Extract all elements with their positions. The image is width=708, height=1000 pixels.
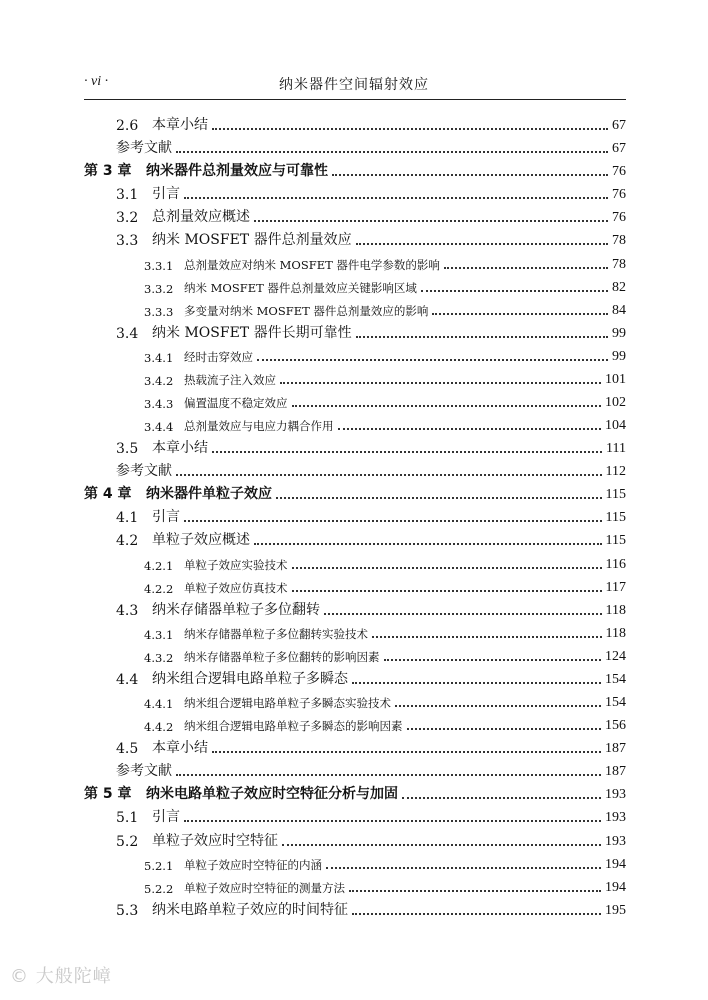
dot-leader bbox=[184, 520, 602, 522]
toc-entry-title: 偏置温度不稳定效应 bbox=[184, 396, 288, 411]
toc-entry-number: 5.2 bbox=[116, 833, 139, 850]
toc-entry-page: 187 bbox=[605, 741, 626, 757]
toc-entry-title: 纳米组合逻辑电路单粒子多瞬态实验技术 bbox=[184, 696, 391, 711]
toc-entry-number: 3.3.2 bbox=[144, 281, 174, 296]
toc-section-row[interactable] bbox=[84, 134, 626, 157]
toc-entry-page: 117 bbox=[605, 579, 626, 595]
toc-entry-title: 单粒子效应实验技术 bbox=[184, 557, 288, 572]
toc-entry-title: 参考文献 bbox=[116, 463, 172, 480]
toc-entry-number: 3.5 bbox=[116, 441, 139, 458]
toc-entry-title: 单粒子效应仿真技术 bbox=[184, 580, 288, 595]
dot-leader bbox=[372, 636, 602, 638]
toc-entry-page: 115 bbox=[605, 510, 626, 526]
toc-entry-number: 4.4.1 bbox=[144, 697, 174, 712]
dot-leader bbox=[324, 613, 602, 615]
toc-entry-title: 总剂量效应对纳米 MOSFET 器件电学参数的影响 bbox=[184, 257, 440, 272]
toc-entry-page: 154 bbox=[605, 695, 626, 711]
dot-leader bbox=[212, 751, 601, 753]
toc-section-row[interactable] bbox=[84, 526, 626, 549]
toc-entry-page: 124 bbox=[605, 648, 626, 664]
dot-leader bbox=[212, 128, 608, 130]
toc-entry-title: 引言 bbox=[152, 809, 180, 826]
dot-leader bbox=[349, 890, 601, 892]
toc-chapter-row[interactable] bbox=[84, 480, 626, 503]
toc-entry-page: 82 bbox=[612, 279, 626, 295]
toc-entry-number: 第 5 章 bbox=[84, 786, 132, 803]
toc-entry-title: 纳米存储器单粒子多位翻转 bbox=[152, 601, 320, 618]
toc-entry-title: 总剂量效应概述 bbox=[152, 209, 250, 226]
toc-entry-title: 纳米器件单粒子效应 bbox=[146, 486, 272, 503]
toc-entry-number: 3.1 bbox=[116, 187, 139, 204]
toc-entry-page: 187 bbox=[605, 764, 626, 780]
toc-entry-number: 5.3 bbox=[116, 902, 139, 919]
dot-leader bbox=[282, 844, 601, 846]
toc-subsection-row[interactable] bbox=[84, 711, 626, 734]
dot-leader bbox=[356, 336, 608, 338]
toc-entry-title: 单粒子效应时空特征的测量方法 bbox=[184, 880, 345, 895]
watermark: © 大般陀嶂 bbox=[10, 966, 112, 987]
toc-subsection-row[interactable] bbox=[84, 642, 626, 665]
toc-entry-page: 104 bbox=[605, 418, 626, 434]
toc-entry-page: 116 bbox=[605, 556, 626, 572]
dot-leader bbox=[444, 267, 608, 269]
toc-entry-page: 78 bbox=[612, 233, 626, 249]
dot-leader bbox=[352, 682, 601, 684]
toc-section-row[interactable] bbox=[84, 757, 626, 780]
toc-entry-number: 4.5 bbox=[116, 741, 139, 758]
toc-section-row[interactable] bbox=[84, 226, 626, 249]
dot-leader bbox=[356, 243, 608, 245]
toc-section-row[interactable] bbox=[84, 896, 626, 919]
toc-entry-number: 3.3.3 bbox=[144, 304, 174, 319]
toc-section-row[interactable] bbox=[84, 734, 626, 757]
toc-entry-title: 本章小结 bbox=[152, 440, 208, 457]
toc-entry-number: 4.3 bbox=[116, 602, 139, 619]
dot-leader bbox=[292, 567, 602, 569]
toc-section-row[interactable] bbox=[84, 457, 626, 480]
running-header bbox=[84, 72, 624, 96]
toc-chapter-row[interactable] bbox=[84, 157, 626, 180]
toc-subsection-row[interactable] bbox=[84, 273, 626, 296]
dot-leader bbox=[384, 659, 602, 661]
toc-section-row[interactable] bbox=[84, 503, 626, 526]
toc-entry-title: 多变量对纳米 MOSFET 器件总剂量效应的影响 bbox=[184, 303, 429, 318]
running-title: 纳米器件空间辐射效应 bbox=[279, 77, 429, 93]
dot-leader bbox=[276, 497, 602, 499]
toc-entry-page: 118 bbox=[605, 602, 626, 618]
dot-leader bbox=[292, 405, 602, 407]
toc-entry-page: 156 bbox=[605, 718, 626, 734]
toc-section-row[interactable] bbox=[84, 665, 626, 688]
dot-leader bbox=[176, 151, 608, 153]
toc-entry-title: 纳米 MOSFET 器件长期可靠性 bbox=[152, 324, 352, 341]
toc-entry-page: 115 bbox=[605, 487, 626, 503]
toc-entry-page: 78 bbox=[612, 256, 626, 272]
toc-entry-title: 单粒子效应概述 bbox=[152, 532, 250, 549]
toc-entry-title: 纳米电路单粒子效应的时间特征 bbox=[152, 901, 348, 918]
toc-entry-page: 67 bbox=[612, 141, 626, 157]
toc-entry-number: 第 3 章 bbox=[84, 163, 132, 180]
toc-entry-title: 纳米存储器单粒子多位翻转的影响因素 bbox=[184, 649, 380, 664]
toc-subsection-row[interactable] bbox=[84, 619, 626, 642]
toc-subsection-row[interactable] bbox=[84, 873, 626, 896]
toc-entry-page: 193 bbox=[605, 787, 626, 803]
toc-section-row[interactable] bbox=[84, 596, 626, 619]
toc-entry-page: 194 bbox=[605, 856, 626, 872]
toc-entry-page: 115 bbox=[605, 533, 626, 549]
toc-entry-title: 纳米组合逻辑电路单粒子多瞬态 bbox=[152, 670, 348, 687]
dot-leader bbox=[176, 474, 602, 476]
toc-entry-number: 3.4.2 bbox=[144, 373, 174, 388]
toc-subsection-row[interactable] bbox=[84, 688, 626, 711]
dot-leader bbox=[257, 359, 608, 361]
toc-subsection-row[interactable] bbox=[84, 296, 626, 319]
toc-entry-number: 3.4.3 bbox=[144, 397, 174, 412]
toc-entry-page: 195 bbox=[605, 902, 626, 918]
toc-entry-title: 本章小结 bbox=[152, 117, 208, 134]
toc-entry-page: 99 bbox=[612, 325, 626, 341]
toc-entry-number: 3.4.4 bbox=[144, 420, 174, 435]
toc-entry-page: 193 bbox=[605, 810, 626, 826]
toc-entry-number: 第 4 章 bbox=[84, 486, 132, 503]
page-number: · vi · bbox=[84, 74, 109, 89]
dot-leader bbox=[184, 197, 608, 199]
dot-leader bbox=[432, 313, 608, 315]
toc-entry-number: 4.2.1 bbox=[144, 558, 174, 573]
toc-subsection-row[interactable] bbox=[84, 549, 626, 572]
toc-entry-number: 5.2.2 bbox=[144, 881, 174, 896]
dot-leader bbox=[421, 290, 608, 292]
toc-entry-number: 3.4 bbox=[116, 325, 139, 342]
toc-subsection-row[interactable] bbox=[84, 411, 626, 434]
dot-leader bbox=[212, 451, 602, 453]
toc-entry-page: 102 bbox=[605, 395, 626, 411]
toc-entry-title: 纳米存储器单粒子多位翻转实验技术 bbox=[184, 626, 368, 641]
dot-leader bbox=[254, 543, 602, 545]
toc-entry-number: 3.2 bbox=[116, 210, 139, 227]
toc-section-row[interactable] bbox=[84, 319, 626, 342]
toc-section-row[interactable] bbox=[84, 803, 626, 826]
toc-entry-title: 总剂量效应与电应力耦合作用 bbox=[184, 419, 334, 434]
toc-entry-page: 67 bbox=[612, 118, 626, 134]
toc-entry-title: 参考文献 bbox=[116, 140, 172, 157]
toc-entry-number: 2.6 bbox=[116, 118, 139, 135]
toc-section-row[interactable] bbox=[84, 111, 626, 134]
toc-entry-title: 纳米 MOSFET 器件总剂量效应 bbox=[152, 232, 352, 249]
toc-entry-title: 纳米电路单粒子效应时空特征分析与加固 bbox=[146, 786, 398, 803]
dot-leader bbox=[338, 428, 602, 430]
toc-entry-title: 参考文献 bbox=[116, 763, 172, 780]
toc-section-row[interactable] bbox=[84, 826, 626, 849]
toc-subsection-row[interactable] bbox=[84, 365, 626, 388]
toc-entry-title: 引言 bbox=[152, 509, 180, 526]
toc-subsection-row[interactable] bbox=[84, 342, 626, 365]
toc-entry-title: 热载流子注入效应 bbox=[184, 372, 276, 387]
dot-leader bbox=[395, 705, 601, 707]
toc-subsection-row[interactable] bbox=[84, 249, 626, 272]
toc-entry-number: 4.2.2 bbox=[144, 581, 174, 596]
toc-entry-page: 99 bbox=[612, 348, 626, 364]
toc-entry-page: 84 bbox=[612, 302, 626, 318]
toc-section-row[interactable] bbox=[84, 203, 626, 226]
toc-entry-number: 4.2 bbox=[116, 533, 139, 550]
toc-entry-page: 76 bbox=[612, 210, 626, 226]
toc-entry-title: 纳米器件总剂量效应与可靠性 bbox=[146, 163, 328, 180]
dot-leader bbox=[184, 820, 601, 822]
dot-leader bbox=[326, 867, 601, 869]
dot-leader bbox=[402, 797, 601, 799]
toc-entry-title: 单粒子效应时空特征 bbox=[152, 832, 278, 849]
toc-entry-number: 3.3 bbox=[116, 233, 139, 250]
toc-entry-number: 3.3.1 bbox=[144, 258, 174, 273]
toc-entry-title: 经时击穿效应 bbox=[184, 349, 253, 364]
toc-entry-page: 101 bbox=[605, 371, 626, 387]
table-of-contents bbox=[84, 111, 626, 919]
toc-chapter-row[interactable] bbox=[84, 780, 626, 803]
toc-subsection-row[interactable] bbox=[84, 388, 626, 411]
dot-leader bbox=[254, 220, 608, 222]
toc-entry-number: 4.3.2 bbox=[144, 650, 174, 665]
toc-entry-title: 引言 bbox=[152, 186, 180, 203]
toc-entry-title: 纳米 MOSFET 器件总剂量效应关键影响区域 bbox=[184, 280, 417, 295]
toc-subsection-row[interactable] bbox=[84, 850, 626, 873]
dot-leader bbox=[332, 174, 608, 176]
dot-leader bbox=[292, 590, 602, 592]
dot-leader bbox=[407, 728, 602, 730]
toc-entry-title: 本章小结 bbox=[152, 740, 208, 757]
toc-entry-number: 5.2.1 bbox=[144, 858, 174, 873]
dot-leader bbox=[352, 913, 601, 915]
toc-entry-number: 4.3.1 bbox=[144, 627, 174, 642]
toc-entry-page: 193 bbox=[605, 833, 626, 849]
dot-leader bbox=[176, 774, 601, 776]
toc-entry-page: 154 bbox=[605, 671, 626, 687]
toc-section-row[interactable] bbox=[84, 180, 626, 203]
toc-entry-number: 4.1 bbox=[116, 510, 139, 527]
dot-leader bbox=[280, 382, 601, 384]
toc-entry-number: 3.4.1 bbox=[144, 350, 174, 365]
toc-entry-page: 111 bbox=[606, 441, 626, 457]
toc-entry-page: 76 bbox=[612, 187, 626, 203]
toc-entry-page: 194 bbox=[605, 879, 626, 895]
toc-entry-title: 单粒子效应时空特征的内涵 bbox=[184, 857, 322, 872]
toc-entry-number: 4.4.2 bbox=[144, 720, 174, 735]
toc-entry-number: 4.4 bbox=[116, 671, 139, 688]
toc-entry-page: 118 bbox=[605, 625, 626, 641]
toc-entry-number: 5.1 bbox=[116, 810, 139, 827]
toc-entry-page: 112 bbox=[605, 464, 626, 480]
toc-subsection-row[interactable] bbox=[84, 573, 626, 596]
toc-section-row[interactable] bbox=[84, 434, 626, 457]
toc-entry-page: 76 bbox=[612, 164, 626, 180]
toc-entry-title: 纳米组合逻辑电路单粒子多瞬态的影响因素 bbox=[184, 719, 403, 734]
header-rule bbox=[84, 99, 626, 100]
